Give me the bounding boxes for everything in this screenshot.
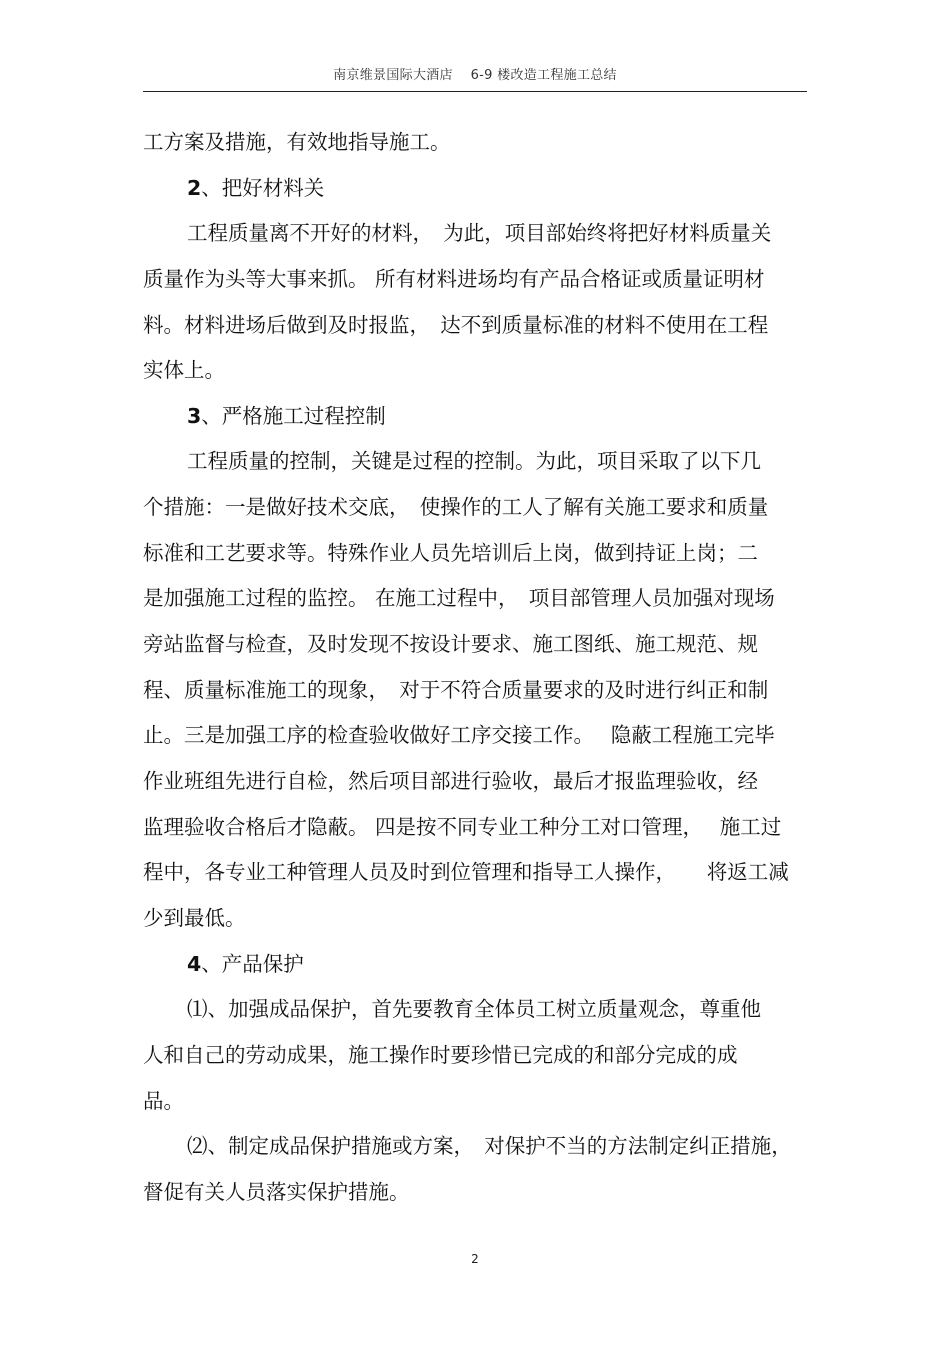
section-number: 3 <box>187 404 202 428</box>
body-line: ⑵、制定成品保护措施或方案， 对保护不当的方法制定纠正措施， <box>187 1134 792 1158</box>
section-number: 2 <box>187 176 202 200</box>
body-line: 工方案及措施，有效地指导施工。 <box>143 130 451 154</box>
header-title: 南京维景国际大酒店 6-9 楼改造工程施工总结 <box>333 68 617 83</box>
body-line: 是加强施工过程的监控。 在施工过程中， 项目部管理人员加强对现场 <box>143 586 775 610</box>
body-line: 料。材料进场后做到及时报监， 达不到质量标准的材料不使用在工程 <box>143 313 769 337</box>
body-line: 标准和工艺要求等。特殊作业人员先培训后上岗，做到持证上岗；二 <box>143 541 758 565</box>
body-line: 程、质量标准施工的现象， 对于不符合质量要求的及时进行纠正和制 <box>143 678 769 702</box>
body-line: 工程质量的控制，关键是过程的控制。为此，项目采取了以下几 <box>187 449 761 473</box>
body-line: 监理验收合格后才隐蔽。 四是按不同专业工种分工对口管理， 施工过 <box>143 815 782 839</box>
body-line: 工程质量离不开好的材料， 为此，项目部始终将把好材料质量关 <box>187 221 772 245</box>
body-line: 实体上。 <box>143 358 225 382</box>
body-line: 作业班组先进行自检，然后项目部进行验收，最后才报监理验收，经 <box>143 769 758 793</box>
body-line: 品。 <box>143 1089 184 1113</box>
section-title: 、严格施工过程控制 <box>201 404 386 428</box>
body-line: 程中，各专业工种管理人员及时到位管理和指导工人操作， 将返工减 <box>143 860 789 884</box>
section-title: 、产品保护 <box>201 952 304 976</box>
section-number: 4 <box>187 952 202 976</box>
section-heading <box>187 174 324 202</box>
body-line: 人和自己的劳动成果，施工操作时要珍惜已完成的和部分完成的成 <box>143 1043 738 1067</box>
section-heading <box>187 402 386 430</box>
body-line: 质量作为头等大事来抓。 所有材料进场均有产品合格证或质量证明材 <box>143 267 765 291</box>
body-line: 个措施：一是做好技术交底， 使操作的工人了解有关施工要求和质量 <box>143 495 769 519</box>
header-divider <box>143 91 807 92</box>
body-line: 督促有关人员落实保护措施。 <box>143 1180 410 1204</box>
body-line: 旁站监督与检查，及时发现不按设计要求、施工图纸、施工规范、规 <box>143 632 758 656</box>
body-line: ⑴、加强成品保护，首先要教育全体员工树立质量观念，尊重他 <box>187 997 761 1021</box>
body-line: 止。三是加强工序的检查验收做好工序交接工作。 隐蔽工程施工完毕 <box>143 723 775 747</box>
body-line: 少到最低。 <box>143 906 246 930</box>
section-heading <box>187 950 304 978</box>
section-title: 、把好材料关 <box>201 176 325 200</box>
page-number: 2 <box>471 1252 479 1266</box>
